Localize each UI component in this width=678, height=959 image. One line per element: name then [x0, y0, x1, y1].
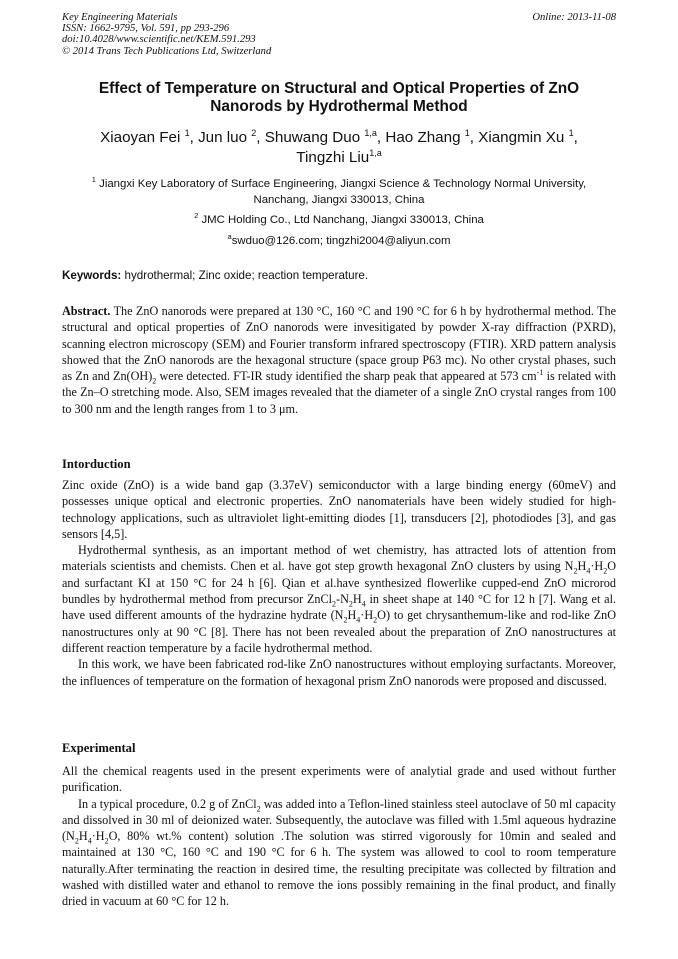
title-line-1: Effect of Temperature on Structural and Optical Properties of ZnO — [98, 80, 580, 97]
title-line-2: Nanorods by Hydrothermal Method — [210, 98, 468, 115]
author-affil-sup: 1 — [568, 127, 574, 138]
intro-paragraph-1: Zinc oxide (ZnO) is a wide band gap (3.37eV) semiconductor with a large binding energy (60meV) and possesses unique optical and electronic properties. ZnO nanomaterials have been widely studied for high-technology applications, such as ultraviolet light-emitting diodes [1], transducers [2], photodiodes [3], and gas sensors [4,5]. — [62, 478, 616, 541]
issn-line: ISSN: 1662-9795, Vol. 591, pp 293-296 — [62, 23, 230, 35]
abstract-text: were detected. FT-IR study identified the sharp peak that appeared at 573 cm — [156, 369, 537, 384]
exp-paragraph-2: In a typical procedure, 0.2 g of ZnCl$_2$ was added into a Teflon-lined stainless steel autoclave of 50 ml capacity and dissolved in 30 ml of deionized water. Subsequently, the autoclave was filled with 1.5ml aqueous hydrazine ($N_2H_4\cdot H_2O$, 80% wt.% content) solution .The solution was stirred vigorously for 10min and sealed and maintained at 130 °C, 160 °C and 190 °C for 6 h. The system was allowed to cool to room temperature naturally.After terminating the reaction in desired time, the resulting precipitate was collected by filtration and washed with distilled water and ethanol to remove the ions possibly remaining in the final product, and finally dried in vacuum at 60 °C for 12 h. — [62, 796, 616, 909]
email-text: swduo@126.com; tingzhi2004@aliyun.com — [231, 235, 451, 247]
journal-name: Key Engineering Materials — [62, 12, 178, 23]
doi-line: doi:10.4028/www.scientific.net/KEM.591.293 — [62, 34, 256, 46]
experimental-body — [62, 763, 616, 910]
author-name: Tingzhi Liu — [296, 149, 370, 166]
paper-title — [62, 80, 616, 116]
online-date: Online: 2013-11-08 — [532, 12, 616, 23]
author-affil-sup: 1 — [464, 127, 470, 138]
abstract-sup: -1 — [536, 368, 544, 378]
introduction-heading: Intorduction — [62, 457, 131, 471]
affil-1-line-2: Nanchang, Jiangxi 330013, China — [253, 194, 425, 206]
exp-paragraph-1: All the chemical reagents used in the present experiments were of analytial grade and used without further purification. — [62, 764, 616, 795]
abstract-label: Abstract. — [62, 304, 111, 318]
author-name: Shuwang Duo — [264, 129, 361, 146]
affiliation-2 — [62, 212, 616, 228]
experimental-heading: Experimental — [62, 741, 136, 755]
abstract — [62, 303, 616, 417]
author-affil-sup: 2 — [251, 127, 257, 138]
keywords-text: hydrothermal; Zinc oxide; reaction temperature. — [124, 269, 369, 282]
affil-2-sup: 2 — [194, 211, 199, 221]
abstract-text: is related with the Zn–O stretching mode. Also, SEM images revealed that the diameter of a single ZnO crystal ranges from 100 to 300 nm and the length ranges from 1 to 3 μm. — [62, 369, 616, 416]
email-sup: a — [227, 232, 232, 242]
intro-paragraph-3: In this work, we have been fabricated rod-like ZnO nanostructures without employing surfactants. Moreover, the influences of temperature on the formation of hexagonal prism ZnO nanorods were proposed and discussed. — [62, 657, 616, 688]
abstract-text: The ZnO nanorods were prepared at 130 °C, 160 °C and 190 °C for 6 h by hydrothermal method. The structural and optical properties of ZnO nanorods were invesitigated by powder X-ray diffraction (PXRD), scanning electron microscopy (SEM) and Fourier transform infrared spectroscopy (FTIR). XRD pattern analysis showed that the ZnO nanorods are the hexagonal structure (space group P63 mc). No other crystal phases, such as Zn and Zn(OH) — [62, 304, 617, 384]
author-name: Jun luo — [198, 129, 248, 146]
author-name: Xiaoyan Fei — [100, 129, 181, 146]
journal-header — [62, 12, 616, 57]
keywords-line — [62, 268, 616, 284]
author-name: Hao Zhang — [385, 129, 461, 146]
corresponding-email — [62, 233, 616, 249]
author-affil-sup: 1,a — [364, 127, 377, 138]
affil-1-line-1: Jiangxi Key Laboratory of Surface Engineering, Jiangxi Science & Technology Normal University, — [99, 178, 587, 190]
author-affil-sup: 1 — [184, 127, 190, 138]
author-name: Xiangmin Xu — [478, 129, 565, 146]
intro-paragraph-2: Hydrothermal synthesis, as an important method of wet chemistry, has attracted lots of attention from materials scientists and chemists. Chen et al. have got step growth hexagonal ZnO clusters by using $N_2H_4\cdot H_2O$ and surfactant KI at 150 °C for 24 h [6]. Qian et al.have synthesized flowerlike cupped-end ZnO microrod bundles by hydrothermal method from precursor $ZnCl_2-N_2H_4$ in sheet shape at 140 °C for 12 h [7]. Wang et al. have used different amounts of the hydrazine hydrate $(N_2H_4\cdot H_2O)$ to get chrysanthemum-like and rod-like ZnO nanostructures only at 90 °C [8]. There has not been revealed about the preparation of ZnO nanostructures at different reaction temperature by a facile hydrothermal method. — [62, 543, 617, 655]
author-list: Xiaoyan Fei $^1$, Jun luo $^2$, Shuwang Duo $^{1,a}$, Hao Zhang $^1$, Xiangmin Xu $^1$, Tingzhi Liu$^{1,a}$ — [100, 127, 578, 166]
affil-2-text: JMC Holding Co., Ltd Nanchang, Jiangxi 330013, China — [201, 214, 484, 226]
abstract-sub: 2 — [152, 376, 157, 386]
affil-1-sup: 1 — [91, 175, 96, 185]
copyright-line: © 2014 Trans Tech Publications Ltd, Switzerland — [62, 45, 272, 57]
keywords-label: Keywords: — [62, 269, 122, 282]
author-affil-sup: 1,a — [369, 147, 382, 158]
affiliation-1 — [62, 176, 616, 208]
introduction-body — [62, 477, 616, 689]
